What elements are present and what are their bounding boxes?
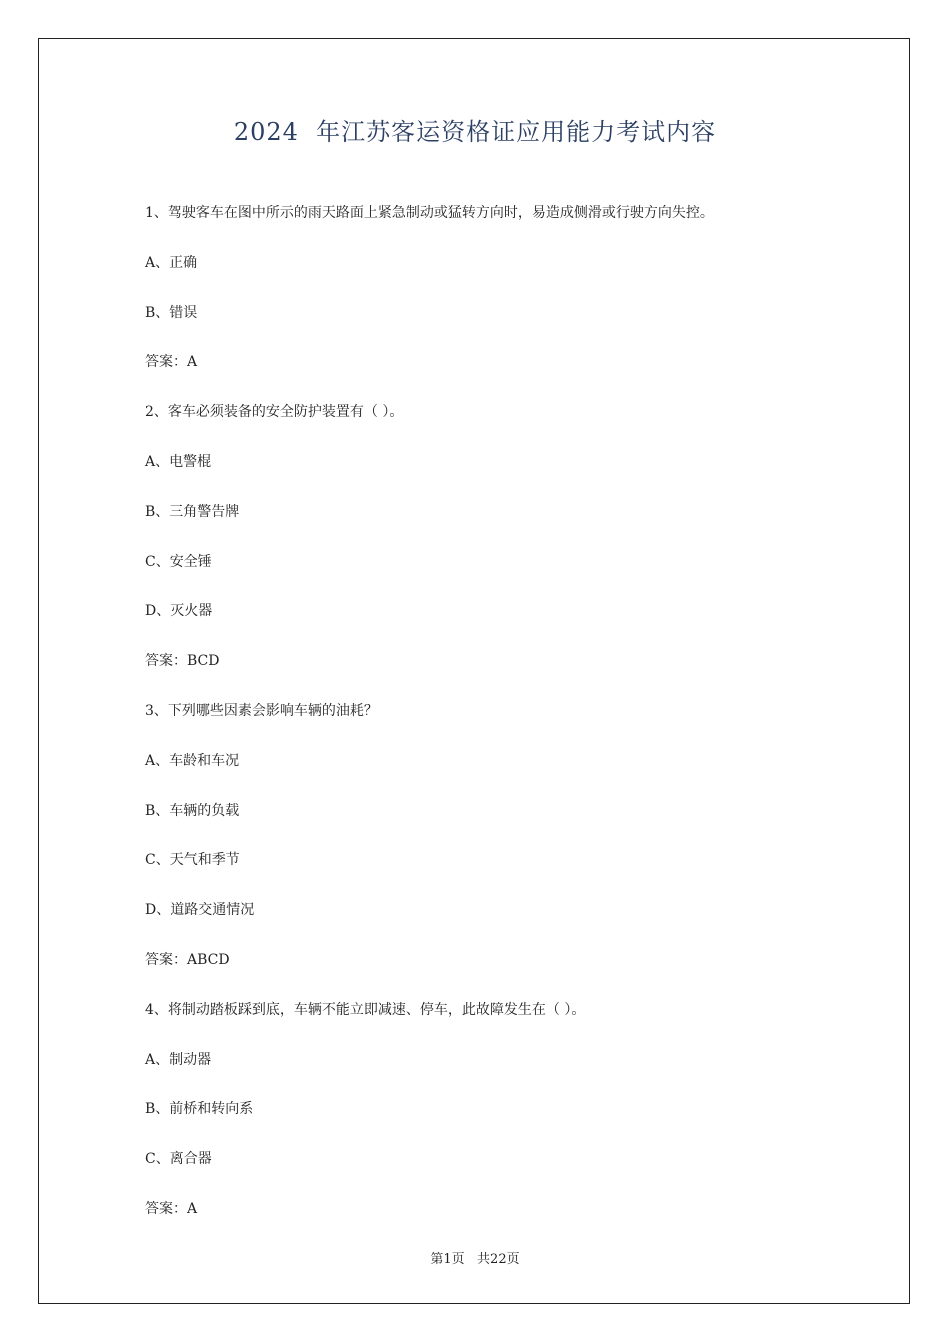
question-stem: 3、下列哪些因素会影响车辆的油耗？	[145, 702, 378, 719]
question-option: A、制动器	[145, 1051, 212, 1068]
question-option: D、道路交通情况	[145, 902, 255, 919]
question-answer: 答案：A	[145, 1200, 198, 1217]
question-answer: 答案：ABCD	[145, 951, 230, 968]
question-stem: 1、驾驶客车在图中所示的雨天路面上紧急制动或猛转方向时，易造成侧滑或行驶方向失控。	[145, 205, 714, 221]
question-answer: 答案：BCD	[145, 653, 220, 670]
question-option: C、安全锤	[145, 553, 212, 570]
question-answer: 答案：A	[145, 354, 198, 371]
question-option: C、天气和季节	[145, 852, 240, 869]
question-option: D、灭火器	[145, 603, 213, 620]
question-option: B、车辆的负载	[145, 802, 240, 819]
question-option: A、电警棍	[145, 453, 212, 470]
question-option: C、离合器	[145, 1151, 212, 1168]
question-option: A、车龄和车况	[145, 752, 240, 769]
page-footer: 第1页 共22页	[430, 1252, 520, 1267]
question-stem: 4、将制动踏板踩到底，车辆不能立即减速、停车，此故障发生在（ ）。	[145, 1001, 586, 1018]
question-option: A、正确	[145, 254, 198, 271]
question-list	[145, 200, 865, 1246]
question-stem: 2、客车必须装备的安全防护装置有（ ）。	[145, 404, 404, 421]
question-option: B、错误	[145, 304, 198, 321]
document-title: 2024 年江苏客运资格证应用能力考试内容	[233, 118, 717, 146]
question-option: B、三角警告牌	[145, 503, 240, 520]
question-option: B、前桥和转向系	[145, 1101, 254, 1118]
